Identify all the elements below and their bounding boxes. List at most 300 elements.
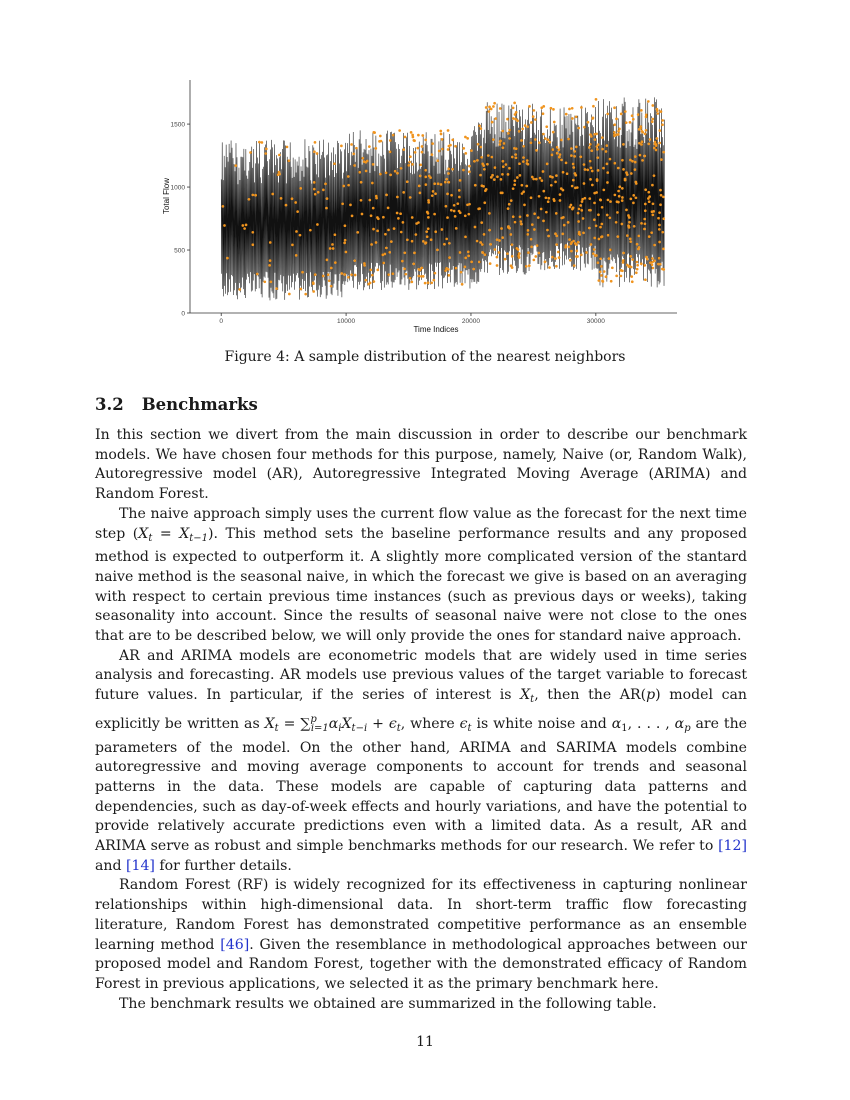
x-tick-label: 10000 (337, 318, 356, 325)
neighbor-point (459, 211, 462, 214)
neighbor-point (446, 216, 449, 219)
neighbor-point (447, 167, 450, 170)
neighbor-point (341, 202, 344, 205)
neighbor-point (652, 202, 655, 205)
neighbor-point (447, 172, 450, 175)
neighbor-point (542, 133, 545, 136)
neighbor-point (447, 129, 450, 132)
neighbor-point (431, 194, 434, 197)
neighbor-point (313, 188, 316, 191)
neighbor-point (591, 170, 594, 173)
neighbor-point (316, 152, 319, 155)
neighbor-point (393, 227, 396, 230)
neighbor-point (491, 121, 494, 124)
neighbor-point (479, 127, 482, 130)
neighbor-point (651, 257, 654, 260)
neighbor-point (533, 212, 536, 215)
neighbor-point (617, 235, 620, 238)
neighbor-point (613, 131, 616, 134)
neighbor-point (645, 115, 648, 118)
neighbor-point (496, 264, 499, 267)
neighbor-point (450, 194, 453, 197)
neighbor-point (589, 178, 592, 181)
neighbor-point (304, 293, 307, 296)
neighbor-point (555, 243, 558, 246)
neighbor-point (431, 142, 434, 145)
neighbor-point (624, 178, 627, 181)
neighbor-point (583, 126, 586, 129)
neighbor-point (361, 157, 364, 160)
neighbor-point (592, 116, 595, 119)
neighbor-point (527, 163, 530, 166)
neighbor-point (526, 214, 529, 217)
neighbor-point (613, 106, 616, 109)
neighbor-point (651, 263, 654, 266)
neighbor-point (404, 273, 407, 276)
neighbor-point (325, 259, 328, 262)
neighbor-point (519, 215, 522, 218)
neighbor-point (438, 150, 441, 153)
neighbor-point (296, 210, 299, 213)
neighbor-point (385, 194, 388, 197)
neighbor-point (329, 247, 332, 250)
neighbor-point (485, 106, 488, 109)
neighbor-point (520, 139, 523, 142)
neighbor-point (498, 239, 501, 242)
neighbor-point (637, 235, 640, 238)
neighbor-point (580, 155, 583, 158)
neighbor-point (411, 240, 414, 243)
neighbor-point (440, 133, 443, 136)
parameter-list: $\alpha_1$, . . . , $\alpha_p$ (611, 715, 691, 734)
neighbor-point (617, 190, 620, 193)
neighbor-point (572, 163, 575, 166)
neighbor-point (330, 267, 333, 270)
neighbor-point (480, 221, 483, 224)
neighbor-point (648, 143, 651, 146)
neighbor-point (360, 181, 363, 184)
neighbor-point (572, 179, 575, 182)
neighbor-point (658, 257, 661, 260)
neighbor-point (447, 148, 450, 151)
neighbor-point (550, 184, 553, 187)
neighbor-point (433, 182, 436, 185)
neighbor-point (647, 191, 650, 194)
neighbor-point (562, 171, 565, 174)
neighbor-point (596, 156, 599, 159)
neighbor-point (601, 148, 604, 151)
neighbor-point (601, 223, 604, 226)
neighbor-point (542, 112, 545, 115)
neighbor-point (464, 214, 467, 217)
neighbor-point (634, 155, 637, 158)
neighbor-point (373, 131, 376, 134)
neighbor-point (427, 201, 430, 204)
neighbor-point (427, 227, 430, 230)
neighbor-point (222, 205, 225, 208)
neighbor-point (588, 227, 591, 230)
neighbor-point (653, 147, 656, 150)
neighbor-point (347, 175, 350, 178)
neighbor-point (464, 266, 467, 269)
neighbor-point (396, 212, 399, 215)
neighbor-point (326, 197, 329, 200)
neighbor-point (343, 273, 346, 276)
neighbor-point (444, 181, 447, 184)
neighbor-point (643, 264, 646, 267)
neighbor-point (368, 145, 371, 148)
neighbor-point (456, 202, 459, 205)
neighbor-point (525, 185, 528, 188)
neighbor-point (396, 172, 399, 175)
neighbor-point (547, 200, 550, 203)
neighbor-point (299, 288, 302, 291)
neighbor-point (403, 251, 406, 254)
neighbor-point (424, 282, 427, 285)
neighbor-point (419, 163, 422, 166)
neighbor-point (645, 129, 648, 132)
neighbor-point (371, 182, 374, 185)
neighbor-point (379, 135, 382, 138)
neighbor-point (388, 251, 391, 254)
neighbor-point (578, 232, 581, 235)
neighbor-point (582, 231, 585, 234)
neighbor-point (562, 189, 565, 192)
neighbor-point (464, 235, 467, 238)
neighbor-point (344, 239, 347, 242)
neighbor-point (404, 136, 407, 139)
neighbor-point (368, 199, 371, 202)
neighbor-point (571, 107, 574, 110)
neighbor-point (638, 128, 641, 131)
neighbor-point (501, 236, 504, 239)
neighbor-point (375, 241, 378, 244)
neighbor-point (369, 281, 372, 284)
neighbor-point (601, 206, 604, 209)
neighbor-point (451, 168, 454, 171)
neighbor-point (417, 134, 420, 137)
neighbor-point (573, 155, 576, 158)
neighbor-point (226, 257, 229, 260)
citation-link-46[interactable]: [46] (220, 936, 250, 953)
neighbor-point (651, 214, 654, 217)
neighbor-point (641, 130, 644, 133)
neighbor-point (640, 262, 643, 265)
neighbor-point (522, 190, 525, 193)
neighbor-point (635, 261, 638, 264)
neighbor-point (373, 280, 376, 283)
neighbor-point (615, 221, 618, 224)
neighbor-point (481, 251, 484, 254)
neighbor-point (434, 230, 437, 233)
neighbor-point (490, 156, 493, 159)
neighbor-point (597, 279, 600, 282)
neighbor-point (575, 255, 578, 258)
neighbor-point (634, 168, 637, 171)
neighbor-point (507, 207, 510, 210)
neighbor-point (277, 173, 280, 176)
neighbor-point (478, 124, 481, 127)
neighbor-point (559, 193, 562, 196)
neighbor-point (605, 150, 608, 153)
neighbor-point (527, 251, 530, 254)
paragraph-results-intro: The benchmark results we obtained are summarized in the following table. (119, 995, 657, 1012)
neighbor-point (467, 251, 470, 254)
neighbor-point (258, 141, 261, 144)
neighbor-point (662, 151, 665, 154)
noise-symbol: $\epsilon_t$ (459, 715, 472, 734)
neighbor-point (658, 142, 661, 145)
neighbor-point (661, 123, 664, 126)
neighbor-point (528, 105, 531, 108)
neighbor-point (453, 204, 456, 207)
neighbor-point (552, 108, 555, 111)
neighbor-point (508, 227, 511, 230)
neighbor-point (544, 137, 547, 140)
neighbor-point (291, 244, 294, 247)
neighbor-point (431, 153, 434, 156)
neighbor-point (269, 241, 272, 244)
neighbor-point (650, 231, 653, 234)
neighbor-point (629, 121, 632, 124)
neighbor-point (492, 138, 495, 141)
neighbor-point (613, 133, 616, 136)
neighbor-point (410, 281, 413, 284)
citation-link-12[interactable]: [12] (718, 838, 747, 855)
neighbor-point (345, 251, 348, 254)
neighbor-point (365, 170, 368, 173)
total-flow-chart (150, 70, 690, 340)
neighbor-point (488, 105, 491, 108)
neighbor-point (468, 170, 471, 173)
neighbor-point (622, 168, 625, 171)
neighbor-point (489, 262, 492, 265)
neighbor-point (504, 258, 507, 261)
neighbor-point (614, 194, 617, 197)
neighbor-point (254, 194, 257, 197)
neighbor-point (441, 138, 444, 141)
neighbor-point (556, 146, 559, 149)
neighbor-point (636, 243, 639, 246)
neighbor-point (448, 256, 451, 259)
neighbor-point (558, 256, 561, 259)
neighbor-point (402, 191, 405, 194)
neighbor-point (354, 274, 357, 277)
neighbor-point (640, 109, 643, 112)
neighbor-point (241, 224, 244, 227)
series-total-flow (221, 97, 664, 300)
neighbor-point (557, 148, 560, 151)
neighbor-point (511, 266, 514, 269)
neighbor-point (515, 247, 518, 250)
neighbor-point (483, 201, 486, 204)
neighbor-point (652, 267, 655, 270)
neighbor-point (571, 185, 574, 188)
neighbor-point (470, 149, 473, 152)
neighbor-point (597, 261, 600, 264)
neighbor-point (493, 102, 496, 105)
neighbor-point (375, 197, 378, 200)
neighbor-point (658, 129, 661, 132)
neighbor-point (432, 190, 435, 193)
neighbor-point (448, 242, 451, 245)
neighbor-point (280, 197, 283, 200)
neighbor-point (662, 196, 665, 199)
paragraph-intro: In this section we divert from the main discussion in order to describe our benchmark models. We have chosen four methods for this purpose, namely, Naive (or, Random Walk), Autoregressive model (AR), Autoregressive Integrated Moving Average (ARIMA) and Random Forest. (95, 427, 747, 503)
neighbor-point (425, 241, 428, 244)
neighbor-point (607, 234, 610, 237)
neighbor-point (422, 275, 425, 278)
neighbor-point (657, 217, 660, 220)
neighbor-point (574, 174, 577, 177)
neighbor-point (496, 238, 499, 241)
neighbor-point (400, 167, 403, 170)
y-tick-label: 1000 (170, 184, 185, 192)
neighbor-point (603, 270, 606, 273)
neighbor-point (521, 184, 524, 187)
neighbor-point (387, 229, 390, 232)
neighbor-point (651, 184, 654, 187)
neighbor-point (555, 265, 558, 268)
neighbor-point (396, 196, 399, 199)
neighbor-point (653, 244, 656, 247)
neighbor-point (649, 138, 652, 141)
neighbor-point (660, 158, 663, 161)
neighbor-point (437, 182, 440, 185)
neighbor-point (625, 121, 628, 124)
section-heading (95, 395, 258, 414)
neighbor-point (408, 161, 411, 164)
neighbor-point (522, 156, 525, 159)
neighbor-point (512, 117, 515, 120)
neighbor-point (550, 107, 553, 110)
neighbor-point (618, 128, 621, 131)
neighbor-point (406, 180, 409, 183)
neighbor-point (376, 229, 379, 232)
neighbor-point (473, 160, 476, 163)
neighbor-point (513, 147, 516, 150)
neighbor-point (542, 190, 545, 193)
neighbor-point (577, 212, 580, 215)
neighbor-point (628, 216, 631, 219)
neighbor-point (636, 268, 639, 271)
neighbor-point (644, 132, 647, 135)
neighbor-point (421, 145, 424, 148)
neighbor-point (478, 261, 481, 264)
neighbor-point (566, 172, 569, 175)
neighbor-point (370, 214, 373, 217)
neighbor-point (412, 263, 415, 266)
neighbor-point (295, 230, 298, 233)
neighbor-point (356, 231, 359, 234)
neighbor-point (433, 213, 436, 216)
neighbor-point (525, 265, 528, 268)
neighbor-point (600, 274, 603, 277)
neighbor-point (432, 279, 435, 282)
neighbor-point (630, 172, 633, 175)
y-axis-label: Total Flow (162, 177, 171, 215)
neighbor-point (559, 199, 562, 202)
neighbor-point (391, 272, 394, 275)
neighbor-point (352, 152, 355, 155)
neighbor-point (629, 255, 632, 258)
neighbor-point (411, 134, 414, 137)
neighbor-point (263, 280, 266, 283)
neighbor-point (301, 271, 304, 274)
neighbor-point (620, 112, 623, 115)
neighbor-point (613, 123, 616, 126)
neighbor-point (340, 272, 343, 275)
neighbor-point (555, 212, 558, 215)
neighbor-point (462, 147, 465, 150)
neighbor-point (658, 224, 661, 227)
neighbor-point (526, 159, 529, 162)
neighbor-point (459, 179, 462, 182)
x-tick-label: 20000 (461, 318, 481, 325)
neighbor-point (538, 195, 541, 198)
neighbor-point (615, 274, 618, 277)
neighbor-point (245, 224, 248, 227)
neighbor-point (238, 288, 241, 291)
neighbor-point (644, 188, 647, 191)
neighbor-point (488, 110, 491, 113)
neighbor-point (327, 273, 330, 276)
neighbor-point (599, 257, 602, 260)
neighbor-point (441, 148, 444, 151)
neighbor-point (409, 155, 412, 158)
neighbor-point (629, 238, 632, 241)
neighbor-point (631, 114, 634, 117)
neighbor-point (514, 153, 517, 156)
neighbor-point (334, 261, 337, 264)
neighbor-point (519, 174, 522, 177)
neighbor-point (567, 138, 570, 141)
neighbor-point (570, 147, 573, 150)
neighbor-point (547, 138, 550, 141)
neighbor-point (658, 211, 661, 214)
neighbor-point (564, 246, 567, 249)
neighbor-point (594, 138, 597, 141)
neighbor-point (552, 131, 555, 134)
neighbor-point (584, 168, 587, 171)
neighbor-point (618, 185, 621, 188)
neighbor-point (383, 253, 386, 256)
paragraph-naive: The naive approach simply uses the current flow value as the forecast for the next time step $(X_t = X_{t-1})$. This method sets the baseline performance results and any proposed method is expected to outperform it. A slightly more complicated version of the stantard naive method is the seasonal naive, in which the forecast we give is based on an averaging with respect to certain previous time instances (such as previous days or weeks), taking seasonality into account. Since the results of seasonal naive were not close to the ones that are to be described below, we will only provide the ones for standard naive approach. (95, 505, 747, 645)
section-title: Benchmarks (141, 395, 258, 414)
neighbor-point (542, 105, 545, 108)
citation-link-14[interactable]: [14] (125, 857, 155, 874)
neighbor-point (533, 228, 536, 231)
neighbor-point (597, 213, 600, 216)
neighbor-point (413, 139, 416, 142)
neighbor-point (347, 276, 350, 279)
neighbor-point (556, 234, 559, 237)
neighbor-point (494, 117, 497, 120)
neighbor-point (500, 178, 503, 181)
neighbor-point (583, 163, 586, 166)
neighbor-point (500, 227, 503, 230)
neighbor-point (537, 216, 540, 219)
neighbor-point (422, 240, 425, 243)
neighbor-point (420, 267, 423, 270)
neighbor-point (567, 221, 570, 224)
neighbor-point (474, 226, 477, 229)
neighbor-point (248, 198, 251, 201)
neighbor-point (530, 141, 533, 144)
neighbor-point (580, 209, 583, 212)
section-number: 3.2 (95, 395, 124, 414)
neighbor-point (421, 134, 424, 137)
